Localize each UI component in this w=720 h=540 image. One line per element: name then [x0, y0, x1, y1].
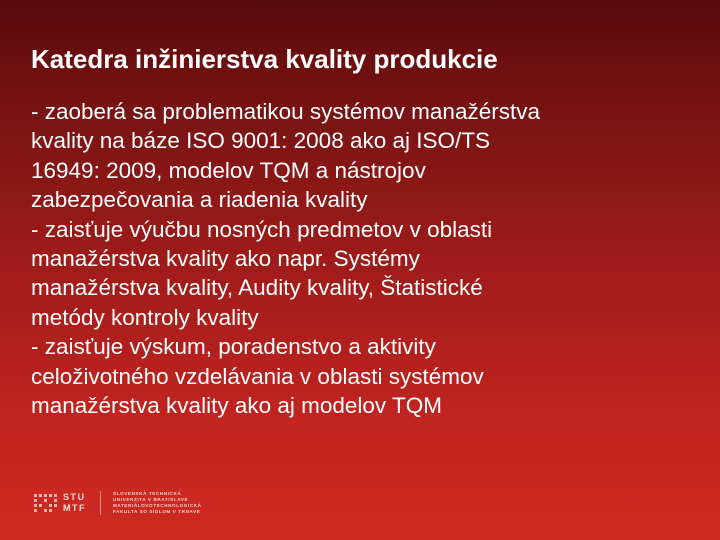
logo-text-line: MATERIÁLOVOTECHNOLOGICKÁ — [113, 503, 202, 508]
logo-text-line: FAKULTA SO SÍDLOM V TRNAVE — [113, 509, 201, 515]
logo-dots-icon — [34, 494, 57, 512]
body-line: metódy kontroly kvality — [31, 304, 259, 330]
logo-divider — [100, 491, 101, 515]
body-line: celoživotného vzdelávania v oblasti systémov — [31, 363, 484, 389]
logo-mark — [63, 492, 86, 514]
body-line: 16949: 2009, modelov TQM a nástrojov — [31, 157, 426, 183]
logo-mark-top: STU — [63, 492, 86, 502]
body-line: - zaisťuje výučbu nosných predmetov v oblasti — [31, 216, 493, 242]
logo-mark-bottom: MTF — [63, 503, 86, 513]
slide-body — [31, 97, 701, 420]
logo-text — [113, 491, 202, 516]
slide-title: Katedra inžinierstva kvality produkcie — [31, 44, 498, 74]
body-line: - zaisťuje výskum, poradenstvo a aktivity — [31, 334, 436, 360]
body-line: - zaoberá sa problematikou systémov manažérstva — [31, 99, 540, 124]
body-line: manažérstva kvality, Audity kvality, Štatistické — [31, 275, 483, 301]
body-line: manažérstva kvality ako aj modelov TQM — [31, 393, 442, 419]
logo-text-line: UNIVERZITA V BRATISLAVE — [113, 496, 189, 502]
body-line: zabezpečovania a riadenia kvality — [31, 187, 368, 213]
logo-text-line: SLOVENSKÁ TECHNICKÁ — [113, 490, 182, 496]
body-line: kvality na báze ISO 9001: 2008 ako aj ISO/TS — [31, 128, 491, 154]
university-logo — [34, 490, 202, 516]
body-line: manažérstva kvality ako napr. Systémy — [31, 246, 420, 272]
